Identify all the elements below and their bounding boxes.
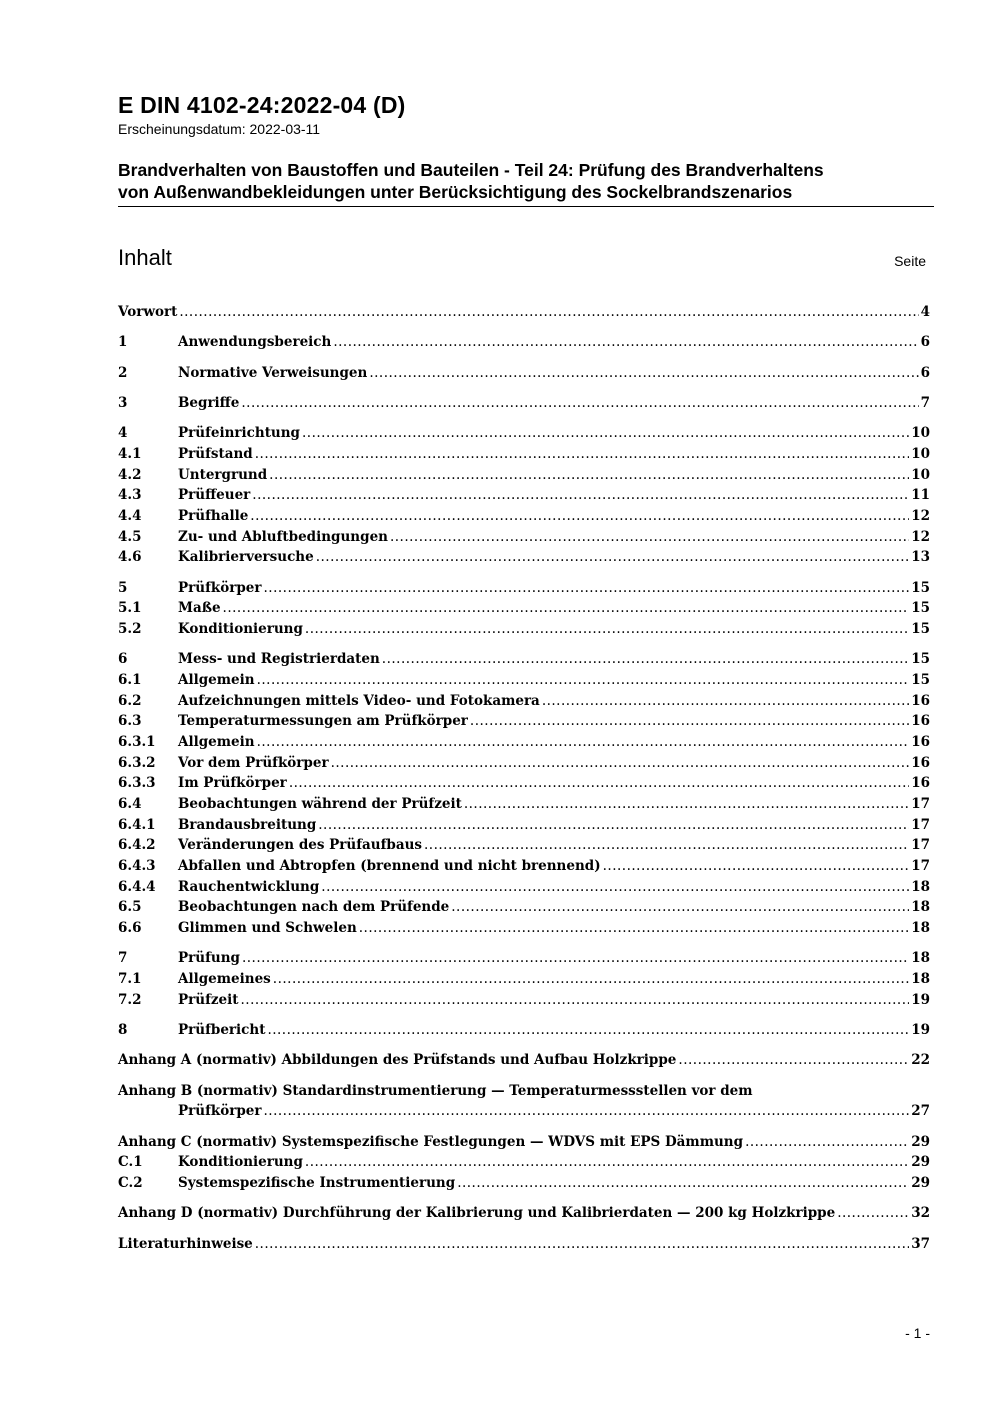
toc-leader-dots [390,527,909,548]
toc-entry-4-3[interactable] [118,485,930,506]
toc-leader-dots [264,1101,910,1122]
toc-entry-number: 6.5 [118,899,142,916]
toc-entry-4-1[interactable] [118,444,930,465]
toc-leader-dots [318,815,909,836]
toc-entry-6-4-3[interactable] [118,856,930,877]
toc-entry-number: 4 [118,425,128,442]
toc-entry-page: 16 [911,692,930,709]
toc-entry-page: 12 [911,507,930,524]
toc-entry-4-4[interactable] [118,506,930,527]
toc-entry-title: Im Prüfkörper [178,775,287,792]
toc-entry-4-5[interactable] [118,527,930,548]
toc-entry-title: Anhang A (normativ) Abbildungen des Prüfstands und Aufbau Holzkrippe [118,1052,677,1069]
toc-entry-page: 6 [920,334,930,351]
toc-entry-6-4[interactable] [118,794,930,815]
toc-entry-page: 7 [920,394,930,411]
toc-entry-title: Prüfhalle [178,507,249,524]
toc-entry-page: 29 [911,1133,930,1150]
toc-entry-title: Vor dem Prüfkörper [178,754,329,771]
toc-entry-page: 12 [911,528,930,545]
toc-entry-2[interactable] [118,363,930,384]
toc-entry-number: 6.3.2 [118,754,156,771]
toc-entry-6-4-2[interactable] [118,835,930,856]
toc-entry-6-4-1[interactable] [118,815,930,836]
toc-entry-page: 10 [911,445,930,462]
toc-entry-title: Prüfbericht [178,1022,266,1039]
toc-entry-annex-c[interactable] [118,1132,930,1153]
toc-leader-dots [382,649,909,670]
toc-entry-page: 17 [911,816,930,833]
toc-entry-5-2[interactable] [118,619,930,640]
toc-entry-title: Normative Verweisungen [178,364,368,381]
toc-leader-dots [603,856,910,877]
toc-leader-dots [369,363,918,384]
toc-entry-number: 8 [118,1022,128,1039]
toc-entry-title: Kalibrierversuche [178,549,314,566]
toc-entry-title: Systemspezifische Instrumentierung [178,1174,456,1191]
toc-entry-title: Veränderungen des Prüfaufbaus [178,837,423,854]
toc-leader-dots [241,393,918,414]
toc-entry-number: 6.2 [118,692,142,709]
toc-entry-6-1[interactable] [118,670,930,691]
toc-entry-5[interactable] [118,578,930,599]
toc-entry-title: Konditionierung [178,1154,303,1171]
toc-leader-dots [321,877,909,898]
toc-leader-dots [273,969,909,990]
toc-leader-dots [257,670,910,691]
toc-heading: Inhalt [118,245,172,270]
toc-entry-c-2[interactable] [118,1173,930,1194]
toc-entry-8[interactable] [118,1020,930,1041]
toc-entry-5-1[interactable] [118,598,930,619]
toc-entry-title: Prüfstand [178,445,253,462]
toc-entry-title: Mess- und Registrierdaten [178,651,380,668]
toc-entry-title: Glimmen und Schwelen [178,920,357,937]
toc-entry-title: Rauchentwicklung [178,878,320,895]
toc-entry-number: 5.1 [118,600,142,617]
toc-entry-number: 7 [118,950,128,967]
toc-entry-6[interactable] [118,649,930,670]
toc-entry-7-1[interactable] [118,969,930,990]
toc-entry-page: 19 [911,1022,930,1039]
toc-entry-title: Allgemein [178,671,255,688]
toc-entry-page: 19 [911,991,930,1008]
toc-entry-number: 4.3 [118,487,142,504]
toc-entry-page: 6 [920,364,930,381]
toc-entry-page: 16 [911,733,930,750]
toc-entry-page: 17 [911,858,930,875]
toc-entry-page: 15 [911,600,930,617]
toc-entry-number: 4.2 [118,466,142,483]
toc-entry-1[interactable] [118,332,930,353]
toc-leader-dots [250,506,909,527]
title-divider [118,206,934,207]
toc-page-column-label: Seite [894,253,926,269]
document-title-line-2: von Außenwandbekleidungen unter Berücksichtigung des Sockelbrandszenarios [118,182,793,202]
toc-entry-page: 15 [911,579,930,596]
toc-leader-dots [264,578,910,599]
document-title [118,159,938,203]
toc-entry-number: 7.2 [118,991,142,1008]
toc-entry-number: C.2 [118,1174,143,1191]
toc-leader-dots [457,1173,909,1194]
toc-entry-title: Begriffe [178,394,240,411]
toc-entry-number: 6.3 [118,713,142,730]
toc-entry-number: 6.1 [118,671,142,688]
toc-entry-title: Anhang C (normativ) Systemspezifische Festlegungen — WDVS mit EPS Dämmung [118,1133,744,1150]
toc-leader-dots [745,1132,909,1153]
toc-entry-page: 18 [911,899,930,916]
toc-leader-dots [252,485,909,506]
toc-entry-vorwort[interactable] [118,302,930,323]
toc-entry-number: 2 [118,364,128,381]
toc-entry-number: 3 [118,394,128,411]
toc-entry-title: Prüfzeit [178,991,239,1008]
toc-leader-dots [837,1203,909,1224]
toc-entry-annex-b-continued[interactable] [118,1101,930,1122]
toc-entry-number: 6.6 [118,920,142,937]
toc-entry-page: 15 [911,620,930,637]
toc-entry-c-1[interactable] [118,1152,930,1173]
toc-entry-page: 16 [911,775,930,792]
toc-entry-7[interactable] [118,948,930,969]
toc-entry-title: Anhang B (normativ) Standardinstrumentierung — Temperaturmessstellen vor dem [118,1082,753,1099]
toc-entry-title: Untergrund [178,466,268,483]
toc-entry-page: 37 [911,1235,930,1252]
toc-leader-dots [359,918,909,939]
toc-entry-page: 13 [911,549,930,566]
toc-entry-page: 4 [920,304,930,320]
toc-entry-number: 4.6 [118,549,142,566]
toc-leader-dots [302,423,909,444]
toc-entry-page: 16 [911,754,930,771]
toc-entry-title: Vorwort [118,304,178,320]
toc-entry-number: 6.4 [118,796,142,812]
toc-entry-number: 4.1 [118,445,142,462]
toc-entry-title: Anhang D (normativ) Durchführung der Kalibrierung und Kalibrierdaten — 200 kg Holzkrippe [118,1205,836,1222]
toc-entry-4[interactable] [118,423,930,444]
toc-entry-page: 18 [911,878,930,895]
page-number: - 1 - [905,1325,930,1341]
toc-entry-number: 7.1 [118,971,142,988]
toc-entry-number: 6.3.3 [118,775,156,792]
toc-entry-4-2[interactable] [118,465,930,486]
toc-entry-annex-a[interactable] [118,1050,930,1071]
toc-leader-dots [678,1050,909,1071]
toc-entry-number: 6.4.4 [118,878,156,895]
toc-entry-page: 32 [911,1205,930,1222]
toc-leader-dots [464,794,909,815]
toc-entry-annex-b[interactable] [118,1081,930,1102]
toc-entry-page: 17 [911,837,930,854]
toc-leader-dots [424,835,909,856]
toc-entry-title: Maße [178,600,221,617]
toc-leader-dots [289,773,909,794]
toc-entry-3[interactable] [118,393,930,414]
toc-entry-6-3[interactable] [118,711,930,732]
toc-entry-6-2[interactable] [118,691,930,712]
toc-leader-dots [242,948,909,969]
toc-entry-number: 6.3.1 [118,733,156,750]
toc-entry-page: 22 [911,1052,930,1069]
toc-entry-number: 4.4 [118,507,142,524]
toc-entry-6-3-3[interactable] [118,773,930,794]
toc-leader-dots [305,619,909,640]
toc-entry-page: 15 [911,671,930,688]
toc-leader-dots [331,753,910,774]
toc-entry-title: Anwendungsbereich [178,334,332,351]
toc-entry-page: 18 [911,920,930,937]
toc-leader-dots [255,444,909,465]
toc-entry-6-3-2[interactable] [118,753,930,774]
publication-date: Erscheinungsdatum: 2022-03-11 [118,121,321,137]
toc-entry-number: 4.5 [118,528,142,545]
toc-entry-annex-d[interactable] [118,1203,930,1224]
toc-leader-dots [451,897,909,918]
toc-entry-title: Beobachtungen während der Prüfzeit [178,796,462,812]
toc-entry-number: 5 [118,579,128,596]
document-id: E DIN 4102-24:2022-04 (D) [118,92,406,118]
toc-entry-page: 11 [911,487,930,504]
toc-entry-6-6[interactable] [118,918,930,939]
toc-entry-title: Beobachtungen nach dem Prüfende [178,899,450,916]
toc-leader-dots [241,990,910,1011]
toc-entry-number: 5.2 [118,620,142,637]
toc-entry-6-3-1[interactable] [118,732,930,753]
toc-entry-title: Prüfkörper [178,1103,262,1120]
toc-leader-dots [179,302,918,323]
toc-entry-6-5[interactable] [118,897,930,918]
toc-leader-dots [333,332,918,353]
toc-entry-number: 1 [118,334,128,351]
toc-entry-number: C.1 [118,1154,143,1171]
toc-entry-page: 10 [911,425,930,442]
toc-entry-page: 18 [911,950,930,967]
toc-leader-dots [316,547,909,568]
toc-entry-title: Allgemeines [178,971,271,988]
toc-entry-title: Prüfeinrichtung [178,425,301,442]
toc-entry-title: Zu- und Abluftbedingungen [178,528,388,545]
toc-entry-literaturhinweise[interactable] [118,1234,930,1255]
toc-entry-title: Konditionierung [178,620,303,637]
toc-entry-title: Allgemein [178,733,255,750]
toc-entry-number: 6.4.2 [118,837,156,854]
toc-entry-title: Temperaturmessungen am Prüfkörper [178,713,468,730]
document-title-line-1: Brandverhalten von Baustoffen und Bauteilen - Teil 24: Prüfung des Brandverhaltens [118,160,824,180]
toc-leader-dots [223,598,910,619]
toc-entry-title: Prüfung [178,950,240,967]
table-of-contents [118,302,930,1254]
toc-leader-dots [257,732,910,753]
toc-leader-dots [542,691,909,712]
toc-leader-dots [305,1152,909,1173]
toc-entry-page: 15 [911,651,930,668]
toc-entry-page: 10 [911,466,930,483]
toc-entry-title: Abfallen und Abtropfen (brennend und nicht brennend) [178,858,601,875]
toc-entry-page: 27 [911,1103,930,1120]
toc-leader-dots [255,1234,909,1255]
toc-entry-title: Prüfkörper [178,579,262,596]
toc-entry-4-6[interactable] [118,547,930,568]
toc-entry-number: 6.4.3 [118,858,156,875]
toc-entry-page: 17 [911,796,930,812]
toc-entry-title: Prüffeuer [178,487,251,504]
toc-leader-dots [269,465,909,486]
toc-entry-page: 18 [911,971,930,988]
toc-leader-dots [267,1020,909,1041]
toc-entry-title: Aufzeichnungen mittels Video- und Fotokamera [178,692,540,709]
toc-entry-6-4-4[interactable] [118,877,930,898]
toc-entry-number: 6.4.1 [118,816,156,833]
toc-entry-number: 6 [118,651,128,668]
toc-entry-7-2[interactable] [118,990,930,1011]
toc-entry-title: Literaturhinweise [118,1235,253,1252]
toc-leader-dots [470,711,909,732]
toc-entry-page: 29 [911,1174,930,1191]
toc-entry-title: Brandausbreitung [178,816,317,833]
toc-entry-page: 16 [911,713,930,730]
toc-entry-page: 29 [911,1154,930,1171]
